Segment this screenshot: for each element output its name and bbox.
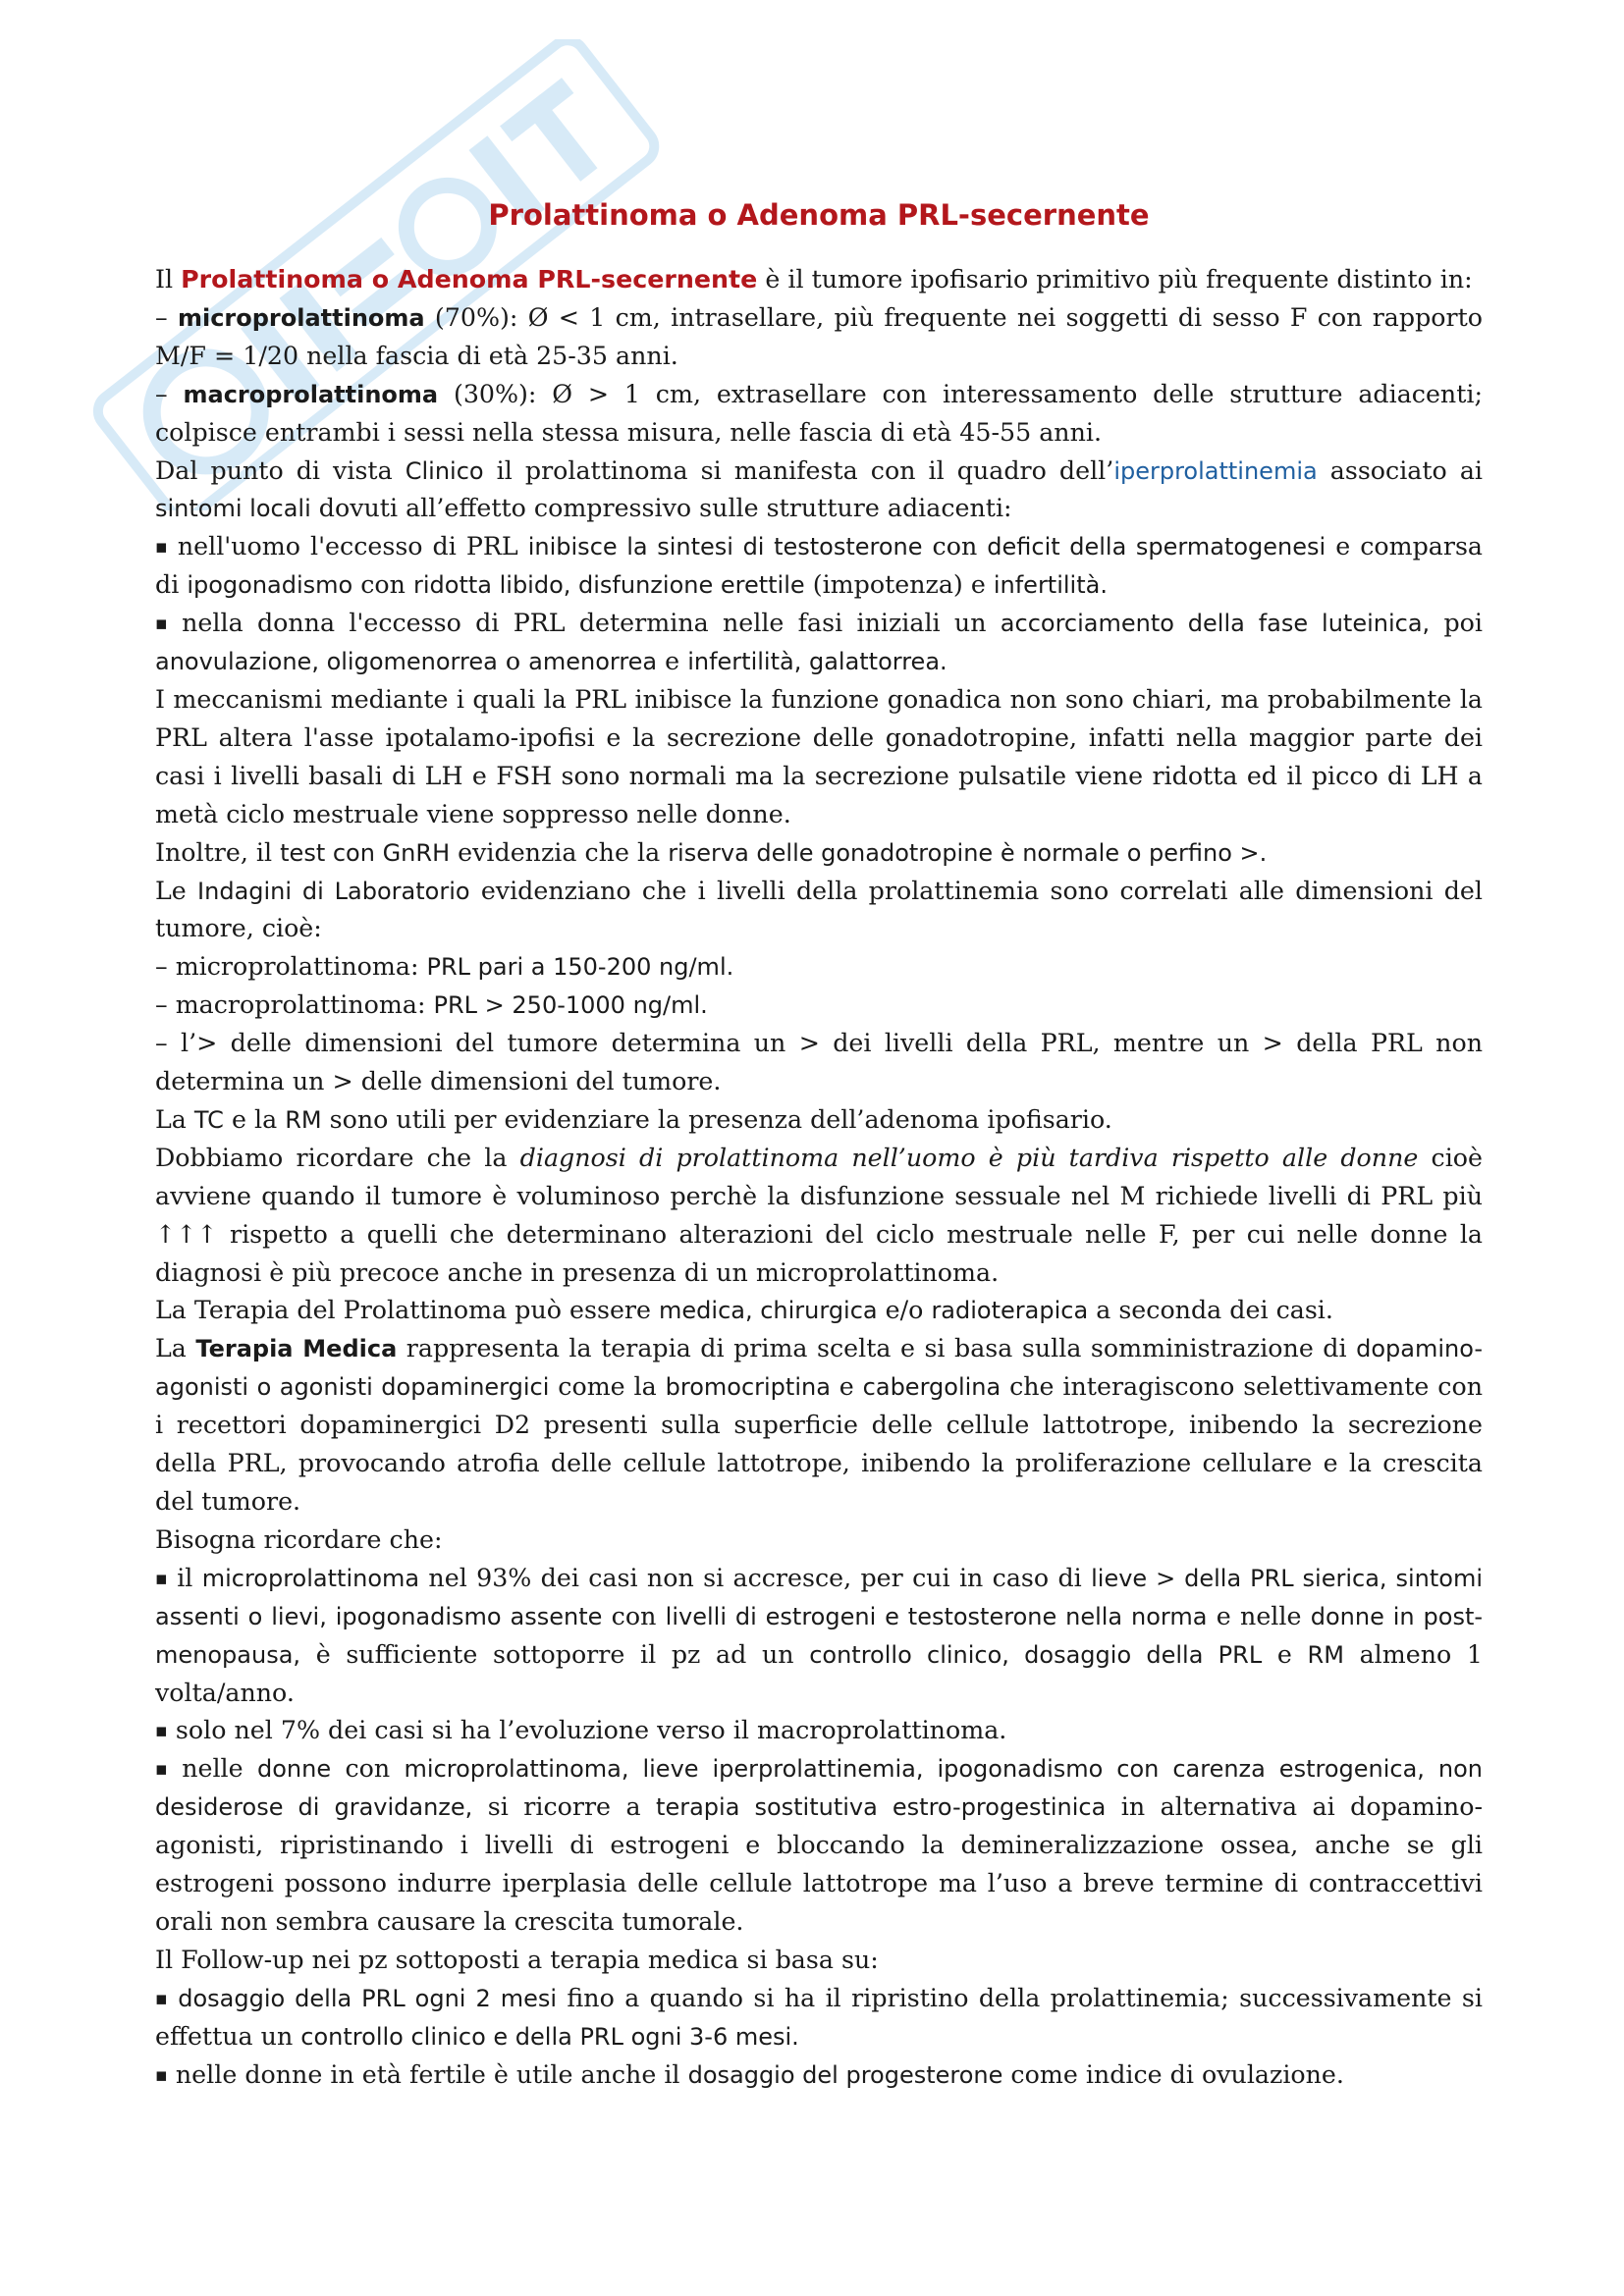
bullet-donna: ▪ nella donna l'eccesso di PRL determina nelle fasi iniziali un accorciamento della fase luteinica, poi anovulazione, oligomenorrea o amenorrea e infertilità, galattorrea. <box>155 609 1483 676</box>
paragraph-laboratorio: Le Indagini di Laboratorio evidenziano che i livelli della prolattinemia sono correlati alle dimensioni del tumore, cioè: <box>155 876 1483 943</box>
bullet-evoluzione: ▪ solo nel 7% dei casi si ha l’evoluzione verso il macroprolattinoma. <box>155 1716 1007 1745</box>
bullet-icon: ▪ <box>155 536 170 559</box>
paragraph-imaging: La TC e la RM sono utili per evidenziare la presenza dell’adenoma ipofisario. <box>155 1104 1112 1134</box>
bullet-icon: ▪ <box>155 1567 170 1589</box>
bullet-icon: ▪ <box>155 1720 168 1742</box>
paragraph-dimensioni: – l’> delle dimensioni del tumore determina un > dei livelli della PRL, mentre un > della PRL non determina un > delle dimensioni del tumore. <box>155 1029 1483 1096</box>
paragraph-terapia-medica: La Terapia Medica rappresenta la terapia di prima scelta e si basa sulla somministrazione di dopamino-agonisti o agonisti dopaminergici come la bromocriptina e cabergolina che interagiscono selettivamente con i recettori dopaminergici D2 presenti sulla superficie delle cellule lattotrope, inibendo la secrezione della PRL, provocando atrofia delle cellule lattotrope, inibendo la proliferazione cellulare e la crescita del tumore. <box>155 1334 1484 1516</box>
paragraph-intro: Il Prolattinoma o Adenoma PRL-secernente è il tumore ipofisario primitivo più frequente distinto in: <box>155 265 1473 294</box>
bullet-icon: ▪ <box>155 1758 175 1781</box>
paragraph-meccanismi: I meccanismi mediante i quali la PRL inibisce la funzione gonadica non sono chiari, ma probabilmente la PRL altera l'asse ipotalamo-ipofisi e la secrezione delle gonadotropine, infatti nella maggior parte dei casi i livelli basali di LH e FSH sono normali ma la secrezione pulsatile viene ridotta ed il picco di LH a metà ciclo mestruale viene soppresso nelle donne. <box>155 684 1483 828</box>
bullet-icon: ▪ <box>155 2063 168 2086</box>
document-page <box>155 192 1483 2095</box>
paragraph-microprolattinoma: – microprolattinoma (70%): Ø < 1 cm, intrasellare, più frequente nei soggetti di sesso F con rapporto M/F = 1/20 nella fascia di età 25-35 anni. <box>155 302 1483 370</box>
bullet-dosaggio-prl: ▪ dosaggio della PRL ogni 2 mesi fino a quando si ha il ripristino della prolattinemia; successivamente si effettua un controllo clinico e della PRL ogni 3-6 mesi. <box>155 1983 1483 2051</box>
bullet-icon: ▪ <box>155 1987 171 2009</box>
document-title: Prolattinoma o Adenoma PRL-secernente <box>488 198 1150 232</box>
paragraph-macro-prl: – macroprolattinoma: PRL > 250-1000 ng/ml. <box>155 990 708 1020</box>
paragraph-terapia: La Terapia del Prolattinoma può essere medica, chirurgica e/o radioterapica a seconda dei casi. <box>155 1296 1333 1325</box>
bullet-microprolattinoma: ▪ il microprolattinoma nel 93% dei casi non si accresce, per cui in caso di lieve > della PRL sierica, sintomi assenti o lievi, ipogonadismo assente con livelli di estrogeni e testosterone nella norma e nelle donne in post-menopausa, è sufficiente sottoporre il pz ad un controllo clinico, dosaggio della PRL e RM almeno 1 volta/anno. <box>155 1563 1484 1707</box>
paragraph-ricordare: Bisogna ricordare che: <box>155 1524 443 1554</box>
bullet-icon: ▪ <box>155 613 175 635</box>
paragraph-follow-up: Il Follow-up nei pz sottoposti a terapia medica si basa su: <box>155 1945 879 1974</box>
bullet-progesterone: ▪ nelle donne in età fertile è utile anche il dosaggio del progesterone come indice di ovulazione. <box>155 2059 1344 2089</box>
paragraph-micro-prl: – microprolattinoma: PRL pari a 150-200 ng/ml. <box>155 952 734 982</box>
paragraph-diagnosi: Dobbiamo ricordare che la diagnosi di prolattinoma nell’uomo è più tardiva rispetto alle donne cioè avviene quando il tumore è voluminoso perchè la disfunzione sessuale nel M richiede livelli di PRL più ↑↑↑ rispetto a quelli che determinano alterazioni del ciclo mestruale nelle F, per cui nelle donne la diagnosi è più precoce anche in presenza di un microprolattinoma. <box>155 1143 1483 1287</box>
bullet-donne-terapia: ▪ nelle donne con microprolattinoma, lieve iperprolattinemia, ipogonadismo con carenza estrogenica, non desiderose di gravidanze, si ricorre a terapia sostitutiva estro-progestinica in alternativa ai dopamino-agonisti, ripristinando i livelli di estrogeni e bloccando la demineralizzazione ossea, anche se gli estrogeni possono indurre iperplasia delle cellule lattotrope ma l’uso a breve termine di contraccettivi orali non sembra causare la crescita tumorale. <box>155 1754 1483 1936</box>
paragraph-macroprolattinoma: – macroprolattinoma (30%): Ø > 1 cm, extrasellare con interessamento delle strutture adiacenti; colpisce entrambi i sessi nella stessa misura, nelle fascia di età 45-55 anni. <box>155 379 1483 447</box>
paragraph-clinica: Dal punto di vista Clinico il prolattinoma si manifesta con il quadro dell’iperprolattinemia associato ai sintomi locali dovuti all’effetto compressivo sulle strutture adiacenti: <box>155 455 1483 523</box>
bullet-uomo: ▪ nell'uomo l'eccesso di PRL inibisce la sintesi di testosterone con deficit della spermatogenesi e comparsa di ipogonadismo con ridotta libido, disfunzione erettile (impotenza) e infertilità. <box>155 532 1484 600</box>
paragraph-test-gnrh: Inoltre, il test con GnRH evidenzia che la riserva delle gonadotropine è normale o perfino >. <box>155 837 1268 867</box>
